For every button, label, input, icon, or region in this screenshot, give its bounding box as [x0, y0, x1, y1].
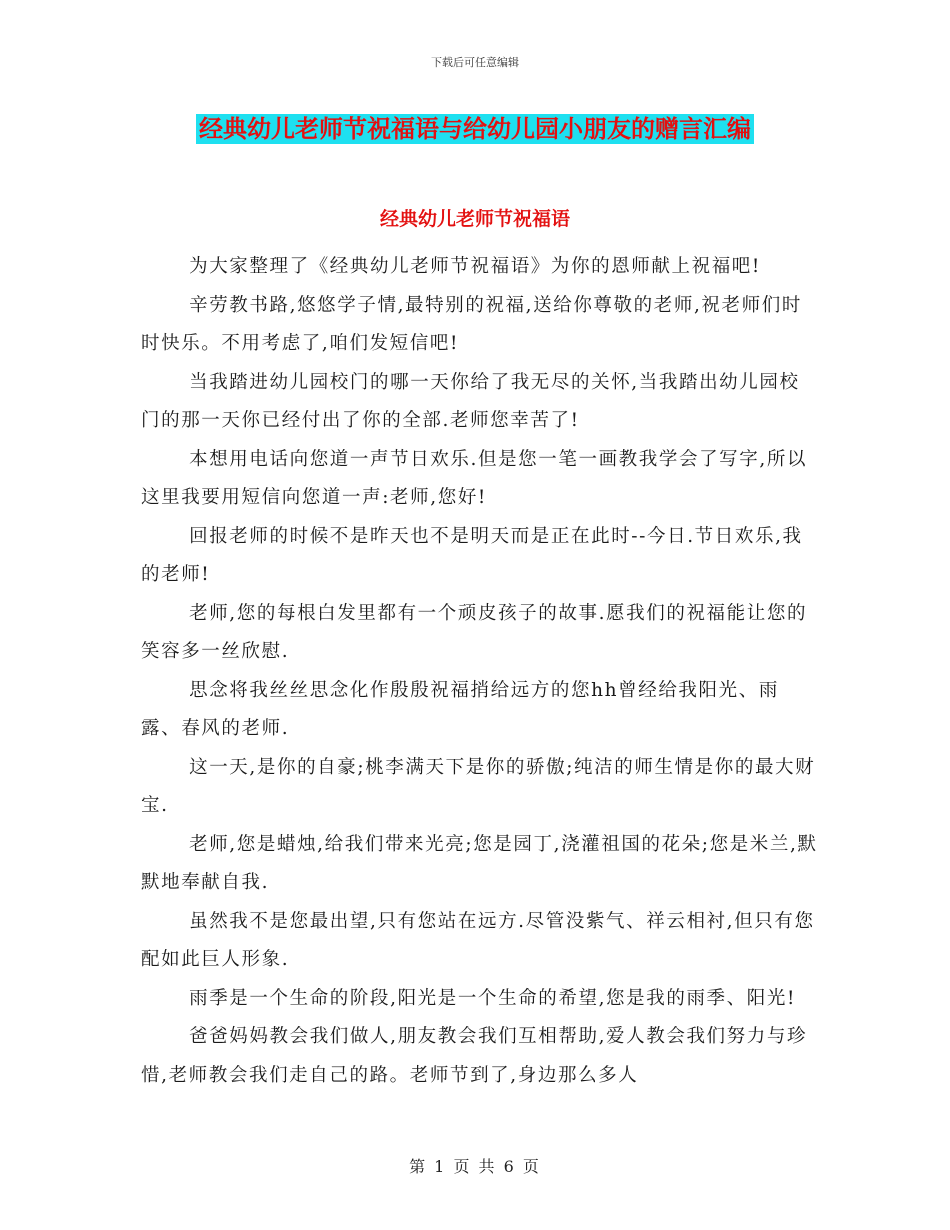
paragraph: 老师,您的每根白发里都有一个顽皮孩子的故事.愿我们的祝福能让您的笑容多一丝欣慰.: [141, 602, 808, 662]
document-title: [0, 114, 950, 147]
paragraph: 老师,您是蜡烛,给我们带来光亮;您是园丁,浇灌祖国的花朵;您是米兰,默默地奉献自我.: [141, 833, 818, 893]
paragraph: 思念将我丝丝思念化作殷殷祝福捎给远方的您hh曾经给我阳光、雨露、春风的老师.: [141, 679, 779, 739]
document-title-text: 经典幼儿老师节祝福语与给幼儿园小朋友的赠言汇编: [196, 114, 754, 144]
paragraph: 辛劳教书路,悠悠学子情,最特别的祝福,送给你尊敬的老师,祝老师们时时快乐。不用考虑了,咱们发短信吧!: [141, 294, 802, 354]
paragraph: 本想用电话向您道一声节日欢乐.但是您一笔一画教我学会了写字,所以这里我要用短信向您道一声:老师,您好!: [141, 448, 808, 508]
body-text: [141, 248, 819, 1095]
paragraph: 雨季是一个生命的阶段,阳光是一个生命的希望,您是我的雨季、阳光!: [189, 987, 796, 1009]
section-title: 经典幼儿老师节祝福语: [379, 208, 570, 230]
paragraph: 当我踏进幼儿园校门的哪一天你给了我无尽的关怀,当我踏出幼儿园校门的那一天你已经付出了你的全部.老师您幸苦了!: [141, 371, 800, 431]
paragraph: 虽然我不是您最出望,只有您站在远方.尽管没紫气、祥云相衬,但只有您配如此巨人形象.: [141, 910, 815, 970]
paragraph: 这一天,是你的自豪;桃李满天下是你的骄傲;纯洁的师生情是你的最大财宝.: [141, 756, 816, 816]
paragraph: 为大家整理了《经典幼儿老师节祝福语》为你的恩师献上祝福吧!: [189, 256, 761, 277]
header-note: 下载后可任意编辑: [431, 56, 519, 69]
page-footer: 第 1 页 共 6 页: [409, 1157, 541, 1176]
paragraph: 爸爸妈妈教会我们做人,朋友教会我们互相帮助,爱人教会我们努力与珍惜,老师教会我们走自己的路。老师节到了,身边那么多人: [141, 1026, 808, 1086]
paragraph: 回报老师的时候不是昨天也不是明天而是正在此时--今日.节日欢乐,我的老师!: [141, 525, 803, 585]
